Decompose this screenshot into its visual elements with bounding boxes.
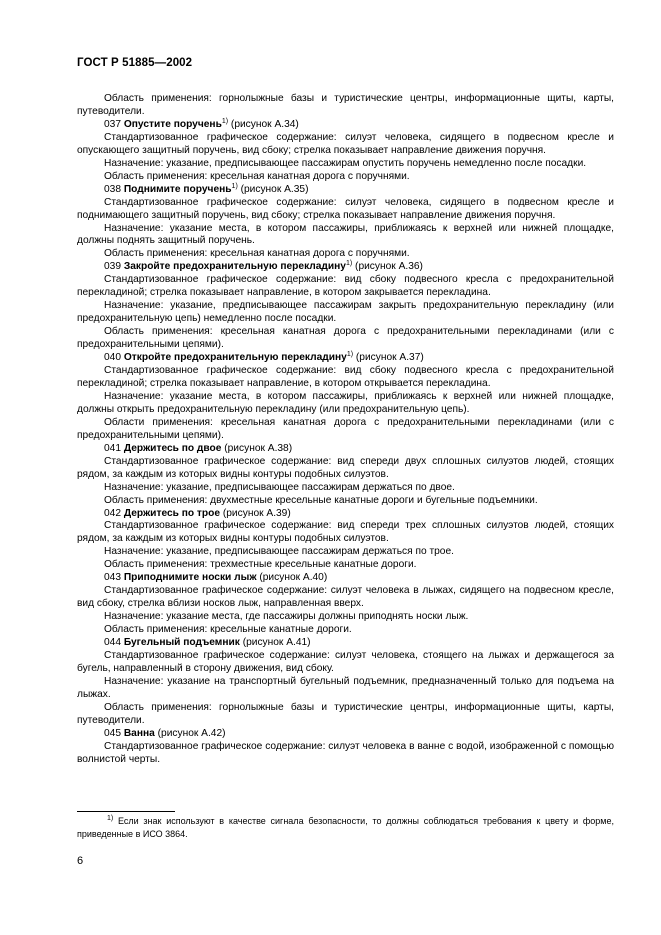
figure-ref: (рисунок А.39) — [220, 507, 291, 519]
paragraph: Назначение: указание места, в котором пассажиры, приближаясь к верхней или нижней площадке, должны открыть предохранительную перекладину (или предохранительную цепь). — [77, 390, 614, 415]
paragraph: Стандартизованное графическое содержание: силуэт человека, сидящего в подвесном кресле и опускающего защитный поручень, вид сбоку; стрелка показывает направление движения поручня. — [77, 131, 614, 156]
paragraph: Области применения: кресельная канатная дорога с предохранительными перекладинами (или с предохранительными цепями). — [77, 416, 614, 441]
paragraph: Назначение: указание, предписывающее пассажирам держаться по трое. — [104, 546, 454, 558]
sign-heading — [77, 443, 614, 456]
sign-heading — [77, 184, 614, 197]
page-number: 6 — [77, 855, 84, 867]
sign-code: 037 — [104, 118, 124, 130]
paragraph: Область применения: кресельные канатные дороги. — [104, 624, 352, 636]
sign-title: Опустите поручень — [123, 118, 222, 130]
paragraph: Область применения: кресельная канатная дорога с предохранительными перекладинами (или с предохранительными цепями). — [77, 326, 614, 351]
paragraph: Стандартизованное графическое содержание: силуэт человека в лыжах, сидящего на подвесном кресле, вид сбоку, стрелка вблизи носков лыж, направленная вверх. — [77, 585, 614, 610]
sign-heading — [77, 352, 614, 365]
figure-ref: (рисунок А.41) — [239, 637, 311, 649]
sign-code: 044 — [104, 637, 124, 649]
paragraph: Стандартизованное графическое содержание: силуэт человека, сидящего в подвесном кресле и поднимающего защитный поручень, вид сбоку; стрелка показывает направление движения поручня. — [77, 196, 614, 221]
standard-header: ГОСТ Р 51885—2002 — [77, 57, 193, 69]
paragraph: Назначение: указание места, где пассажиры должны приподнять носки лыж. — [104, 611, 469, 623]
footnote-marker: 1) — [107, 815, 114, 822]
paragraph: Область применения: горнолыжные базы и туристические центры, информационные щиты, карты, путеводители. — [77, 701, 614, 726]
document-body — [77, 93, 614, 767]
sign-heading — [77, 728, 614, 741]
footnote-text — [77, 815, 614, 840]
sign-heading — [77, 261, 614, 274]
sign-title: Держитесь по двое — [123, 442, 222, 454]
paragraph: Назначение: указание, предписывающее пассажирам держаться по двое. — [104, 481, 455, 493]
paragraph: Стандартизованное графическое содержание: вид спереди двух сплошных силуэтов людей, стоящих рядом, за каждым из которых видны контуры подобных силуэтов. — [77, 455, 614, 480]
sign-code: 042 — [104, 507, 124, 519]
paragraph: Область применения: трехместные кресельные канатные дороги. — [104, 559, 417, 571]
sign-code: 040 — [104, 352, 124, 364]
footnote-ref: 1) — [221, 117, 229, 125]
footnote-separator — [77, 811, 175, 812]
sign-code: 043 — [104, 572, 124, 584]
sign-code: 041 — [104, 442, 124, 454]
sign-heading — [77, 572, 614, 585]
footnote — [77, 815, 614, 840]
paragraph: Область применения: кресельная канатная дорога с поручнями. — [104, 170, 410, 182]
paragraph: Стандартизованное графическое содержание: силуэт человека в ванне с водой, изображенной с помощью волнистой черты. — [77, 740, 614, 765]
sign-heading — [77, 119, 614, 132]
paragraph: Стандартизованное графическое содержание: силуэт человека, стоящего на лыжах и держащегося за бугель, направленный в сторону движения, вид сбоку. — [77, 649, 614, 674]
paragraph: Область применения: горнолыжные базы и туристические центры, информационные щиты, карты, путеводители. — [77, 93, 614, 117]
sign-heading — [77, 508, 614, 521]
sign-code: 045 — [104, 727, 124, 739]
figure-ref: (рисунок А.37) — [353, 352, 424, 364]
sign-code: 039 — [104, 261, 124, 273]
figure-ref: (рисунок А.35) — [237, 183, 309, 195]
paragraph: Назначение: указание места, в котором пассажиры, приближаясь к верхней или нижней площадке, должны поднять защитный поручень. — [77, 222, 614, 247]
paragraph: Стандартизованное графическое содержание: вид сбоку подвесного кресла с предохранительной перекладиной; стрелка показывает направление, в котором открывается перекладина. — [77, 365, 614, 389]
paragraph: Стандартизованное графическое содержание: вид сбоку подвесного кресла с предохранительной перекладиной; стрелка показывает направление, в котором закрывается перекладина. — [77, 274, 614, 299]
sign-title: Бугельный подъемник — [123, 637, 240, 649]
paragraph: Стандартизованное графическое содержание: вид спереди трех сплошных силуэтов людей, стоящих рядом, за каждым из которых видны контуры подобных силуэтов. — [77, 520, 614, 545]
figure-ref: (рисунок А.36) — [352, 261, 423, 273]
footnote-body: Если знак используют в качестве сигнала безопасности, то должны соблюдаться требования к цвету и форме, приведенные в ИСО 3864. — [77, 816, 614, 839]
paragraph: Назначение: указание на транспортный бугельный подъемник, предназначенный только для подъема на лыжах. — [77, 675, 614, 700]
sign-title: Держитесь по трое — [123, 507, 221, 519]
footnote-ref: 1) — [346, 351, 354, 359]
sign-title: Закройте предохранительную перекладину — [123, 261, 346, 273]
paragraph: Назначение: указание, предписывающее пассажирам закрыть предохранительную перекладину (или предохранительную цепь) немедленно после посадки. — [77, 300, 614, 325]
figure-ref: (рисунок А.42) — [154, 727, 226, 739]
sign-code: 038 — [104, 183, 124, 195]
sign-title: Ванна — [123, 727, 155, 739]
figure-ref: (рисунок А.34) — [228, 118, 299, 130]
paragraph: Область применения: двухместные кресельные канатные дороги и бугельные подъемники. — [104, 494, 538, 506]
paragraph: Область применения: кресельная канатная дорога с поручнями. — [104, 248, 410, 260]
footnote-ref: 1) — [231, 182, 238, 190]
figure-ref: (рисунок А.38) — [221, 442, 293, 454]
sign-title: Поднимите поручень — [123, 183, 232, 195]
figure-ref: (рисунок А.40) — [256, 572, 328, 584]
paragraph: Назначение: указание, предписывающее пассажирам опустить поручень немедленно после посадки. — [104, 157, 587, 169]
sign-title: Приподнимите носки лыж — [123, 572, 257, 584]
sign-title: Откройте предохранительную перекладину — [123, 352, 347, 364]
footnote-ref: 1) — [345, 260, 353, 268]
sign-heading — [77, 637, 614, 650]
